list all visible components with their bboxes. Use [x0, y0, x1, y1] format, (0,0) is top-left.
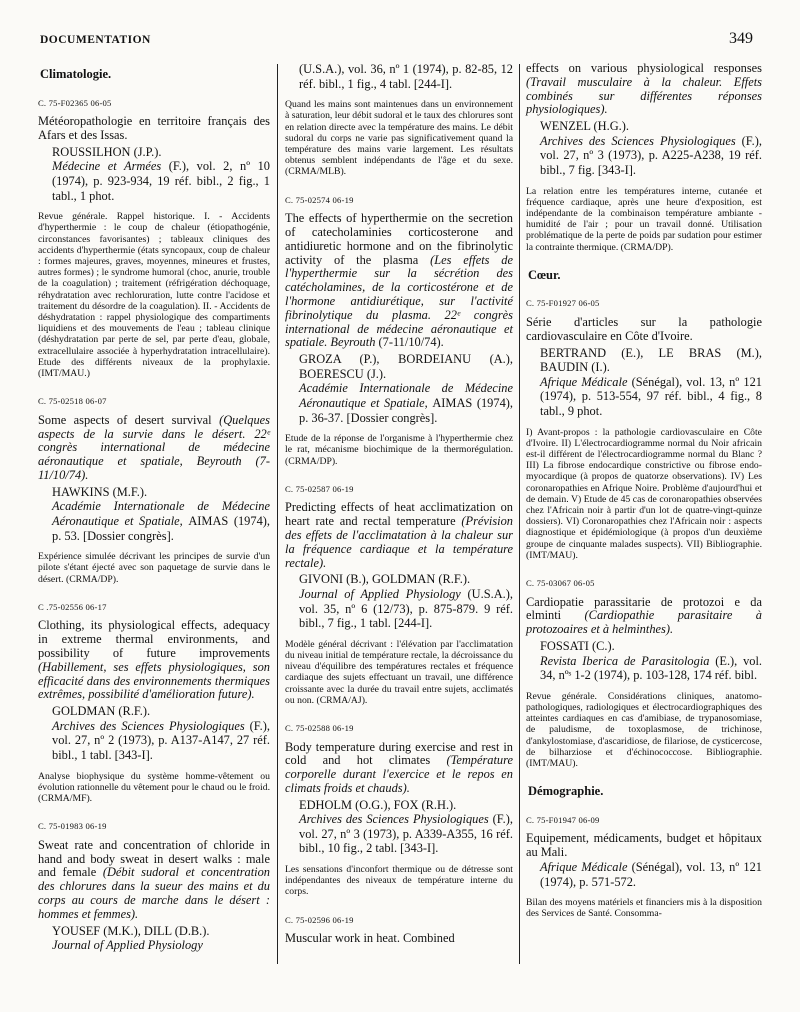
record-title-text: Cardiopatie parassitarie de protozoi e da elminti — [526, 594, 762, 623]
record-abstract: Revue générale. Considérations cliniques, anatomo-pathologiques, radiologiques et électrocardiographiques des atteintes cardiaques en cas d'amibiase, de trypanosomiase, de paludisme, de toxoplasmose, de trichinose, d'ankylostomiase, d'ascaridiose, de filariose, de cysticercose, de bilharziose et d'échinococcose. Bibliographie. (IMT/MAU). — [526, 690, 762, 769]
column-1 — [38, 64, 270, 968]
record-title-translation: (Travail musculaire à la chaleur. Effets combinés sur différentes réponses physiologiques). — [526, 74, 762, 117]
source-journal: Médecine et Armées — [52, 159, 162, 174]
record-authors: GOLDMAN (R.F.). — [52, 704, 151, 719]
record-code: C. 75-02587 06-19 — [285, 483, 354, 494]
abstract-record — [526, 62, 762, 253]
abstract-record — [38, 96, 270, 380]
record-source — [526, 860, 762, 889]
record-title-text: Some aspects of desert survival — [38, 412, 212, 427]
abstract-record — [38, 819, 270, 953]
abstract-record — [285, 62, 513, 178]
record-abstract: Expérience simulée décrivant les principes de survie d'un pilote s'étant éjecté avec son paquetage de survie dans le désert. (CRMA/DP). — [38, 551, 270, 585]
abstract-record — [526, 296, 762, 561]
record-code: C. 75-02588 06-19 — [285, 722, 354, 733]
source-journal: Revista Iberica de Parasitologia — [540, 653, 710, 668]
record-abstract: La relation entre les températures interne, cutanée et fréquence cardiaque, après une heure d'exposition, est indépendante de la combinaison température ambiante - humidité de l'air ; pour un travail donné. Utilisation problématique de la perte de poids par sudation pour estimer la contrainte thermique. (CRMA/DP). — [526, 185, 762, 253]
running-header: DOCUMENTATION — [40, 34, 151, 46]
record-title — [285, 501, 513, 570]
record-code: C. 75-01983 06-19 — [38, 821, 107, 832]
source-journal: Archives des Sciences Physiologiques — [299, 812, 489, 827]
source-journal: Afrique Médicale — [540, 374, 628, 389]
record-title — [526, 832, 762, 860]
abstract-record — [526, 813, 762, 920]
record-source — [285, 812, 513, 856]
record-title-translation: (Les effets de l'hyperthermie sur la sécrétion des catécholamines, de la corticostérone et de l'hormone antidiurétique, sur l'activité fibrinolytique du plasma. 22ᵉ congrès international de médecine aéronautique et spatiale. Beyrouth — [285, 252, 513, 350]
record-title — [38, 414, 270, 483]
record-abstract: Revue générale. Rappel historique. I. - Accidents d'hyperthermie : le coup de chaleur (étiopathogénie, circonstances favorisantes) ; tableaux cliniques des accidents d'hyperthermie (états syncopaux, coup de chaleur : formes majeures, graves, moyennes, mineures et frustes, autres formes) ; le syndrome humoral (choc, anurie, trouble de la coagulation) ; traitement (réfrigération déchoquage, réhydratation avec rechloruration, lutte contre l'acidose et traitement du désordre de la coagulation). II. - Accidents de déshydratation : rappel physiologique des compartiments liquidiens et des mouvements de l'eau ; tableau clinique (déshydratation par perte de sel, par perte d'eau, globale, extracellulaire associée à hyperhydratation intracellulaire). Etude des différents niveaux de la prophylaxie. (IMT/MAU.) — [38, 211, 270, 379]
source-journal: Journal of Applied Physiology — [52, 938, 203, 953]
record-code: C .75-02556 06-17 — [38, 601, 107, 612]
record-title — [285, 741, 513, 796]
source-journal: Journal of Applied Physiology — [299, 586, 461, 601]
record-title-text: Série d'articles sur la pathologie cardiovasculaire en Côte d'Ivoire. — [526, 314, 762, 343]
record-title-text: Sweat rate and concentration of chloride in hand and body sweat in desert walks : male and female — [38, 837, 270, 880]
record-title-text: Body temperature during exercise and rest in cold and hot climates — [285, 739, 513, 768]
record-abstract: Etude de la réponse de l'organisme à l'hyperthermie chez le rat, mécanisme biochimique de la thermorégulation. (CRMA/DP). — [285, 433, 513, 467]
source-details: (Sénégal), vol. 13, nº 121 (1974), p. 571-572. — [540, 859, 762, 889]
record-authors: EDHOLM (O.G.), FOX (R.H.). — [299, 797, 457, 812]
page-number: 349 — [729, 30, 753, 47]
record-title — [38, 619, 270, 702]
source-journal: Afrique Médicale — [540, 859, 628, 874]
record-authors: HAWKINS (M.F.). — [52, 484, 148, 499]
record-title-translation: (Débit sudoral et concentration des chlorures dans la sueur des mains et du corps au cours de marche dans le désert : hommes et femmes). — [38, 865, 270, 921]
record-authors: BERTRAND (E.), LE BRAS (M.), BAUDIN (I.). — [540, 345, 762, 375]
source-details: (F.), vol. 27, nº 2 (1973), p. A137-A147, 27 réf. bibl., 1 tabl. [343-I]. — [52, 718, 270, 762]
record-abstract: Modèle général décrivant : l'élévation par l'acclimatation du niveau initial de température rectale, la décroissance du niveau d'équilibre des températures rectales et fréquence cardiaque des sujets effectuant un travail, une différence croissante avec la durée du travail entre sujets, acclimatés ou non. (CRMA/AJ). — [285, 638, 513, 706]
source-details: (U.S.A.), vol. 35, nº 6 (12/73), p. 875-879. 9 réf. bibl., 7 fig., 1 tabl. [244-I]. — [299, 586, 513, 631]
record-title-text: The effects of hyperthermie on the secretion of catecholaminies corticosterone and antidiuretic hormone and on the fibrinolytic activity of the plasma — [285, 211, 513, 267]
record-authors: WENZEL (H.G.). — [540, 119, 629, 134]
record-source — [285, 62, 513, 91]
source-journal: Archives des Sciences Physiologiques — [540, 133, 736, 148]
record-abstract: Quand les mains sont maintenues dans un environnement à saturation, leur débit sudoral et le taux des chlorures sont en relation directe avec la température des mains. Le débit sudoral du corps ne varie pas significativement quand la température des mains varie largement. Les résultats obtenus semblent indépendants de l'âge et du sexe. (CRMA/MLB). — [285, 99, 513, 178]
record-title-translation: (Habillement, ses effets physiologiques, son efficacité dans des environnements thermiques extrêmes, possibilité d'amélioration future). — [38, 659, 270, 702]
abstract-record — [38, 600, 270, 804]
source-details: (U.S.A.), vol. 36, nº 1 (1974), p. 82-85, 12 réf. bibl., 1 fig., 4 tabl. [244-I]. — [299, 62, 513, 91]
abstract-record — [285, 482, 513, 706]
abstract-record — [38, 394, 270, 585]
source-details: AIMAS (1974), p. 53. [Dossier congrès]. — [52, 513, 270, 543]
record-title — [526, 316, 762, 344]
record-source — [38, 938, 270, 953]
source-journal: Académie Internationale de Médecine Aéronautique et Spatiale, — [52, 499, 270, 528]
record-authors: FOSSATI (C.). — [540, 638, 615, 653]
record-abstract: Bilan des moyens matériels et financiers mis à la disposition des Services de Santé. Consomma- — [526, 897, 762, 920]
record-title — [285, 932, 513, 946]
record-title — [526, 596, 762, 637]
record-title — [526, 62, 762, 117]
record-abstract: Analyse biophysique du système homme-vêtement ou évolution rationnelle du vêtement pour le chaud ou le froid. (CRMA/MF). — [38, 770, 270, 804]
record-source — [38, 499, 270, 543]
source-details: (E.), vol. 34, nºˢ 1-2 (1974), p. 103-128, 174 réf. bibl. — [540, 653, 762, 683]
source-details: (Sénégal), vol. 13, nº 121 (1974), p. 513-554, 97 réf. bibl., 4 fig., 8 tabl., 9 phot. — [540, 374, 762, 418]
record-title — [38, 115, 270, 143]
record-source — [526, 134, 762, 178]
record-source — [526, 375, 762, 419]
column-3 — [526, 62, 762, 935]
abstract-record — [526, 576, 762, 769]
source-details: AIMAS (1974), p. 36-37. [Dossier congrès]. — [299, 395, 513, 425]
source-journal: Archives des Sciences Physiologiques — [52, 718, 245, 733]
column-rule — [519, 64, 520, 964]
section-heading: Climatologie. — [40, 67, 112, 81]
source-details: (F.), vol. 27, nº 3 (1973), p. A225-A238, 19 réf. bibl., 7 fig. [343-I]. — [540, 133, 762, 177]
section-heading: Démographie. — [528, 784, 604, 799]
record-title-text: Clothing, its physiological effects, adequacy in extreme thermal environments, and possibility of future improvements — [38, 618, 270, 660]
abstract-record — [285, 913, 513, 946]
record-code: C. 75-02518 06-07 — [38, 396, 107, 407]
source-details: (F.), vol. 2, nº 10 (1974), p. 923-934, 19 réf. bibl., 2 fig., 1 tabl., 1 phot. — [52, 159, 271, 203]
record-title-text: Météoropathologie en territoire français des Afars et des Issas. — [38, 114, 270, 142]
column-rule — [277, 64, 278, 964]
record-abstract: Les sensations d'inconfort thermique ou de détresse sont indépendantes des niveaux de température interne du corps. — [285, 864, 513, 898]
source-journal: Académie Internationale de Médecine Aéronautique et Spatiale, — [299, 381, 513, 410]
record-title-text: Predicting effects of heat acclimatization on heart rate and rectal temperature — [285, 500, 513, 529]
record-code: C. 75-F01947 06-09 — [526, 814, 600, 825]
record-authors: ROUSSILHON (J.P.). — [52, 144, 162, 159]
record-title-text: Muscular work in heat. Combined — [285, 931, 455, 946]
record-code: C. 75-F02365 06-05 — [38, 97, 112, 108]
record-source — [38, 719, 270, 763]
record-source — [285, 587, 513, 631]
section-heading: Cœur. — [528, 267, 561, 282]
source-details: (F.), vol. 27, nº 3 (1973), p. A339-A355, 16 réf. bibl., 10 fig., 2 tabl. [343-I]. — [299, 812, 513, 856]
record-code: C. 75-02574 06-19 — [285, 194, 354, 205]
record-title-translation: (Température corporelle durant l'exercice et le repos en climats froids et chauds). — [285, 753, 513, 795]
record-source — [38, 159, 270, 203]
record-title-text: effects on various physiological responses — [526, 61, 762, 75]
record-authors: GIVONI (B.), GOLDMAN (R.F.). — [299, 572, 471, 587]
record-abstract: I) Avant-propos : la pathologie cardiovasculaire en Côte d'Ivoire. II) L'électrocardiogramme normal du Noir africain est-il différent de l'électrocardiogramme normal du Blanc ? III) La fibrose endocardique constrictive ou fibrose endo-myocardique (à propos de quatorze observations). IV) Les coronaropathies en Afrique Noire. Problème d'aujourd'hui et de demain. V) Etude de 45 cas de coronaropathies observées chez l'Africain noir à partir d'un lot de quatre-vingt-quinze dossiers). VI) Coronaropathies chez l'Africain noir : aspects diagnostique et épidémiologique (à propos d'un deuxième groupe de cinquante malades suspects). VII) Bibliographie. (IMT/MAU). — [526, 426, 762, 561]
record-code: C. 75-02596 06-19 — [285, 914, 354, 925]
record-title-translation: (Cardiopathie parasitaire à protozoaires et à helminthes). — [526, 608, 762, 637]
abstract-record — [285, 193, 513, 467]
record-title-text: Equipement, médicaments, budget et hôpitaux au Mali. — [526, 831, 762, 860]
column-2 — [285, 62, 513, 961]
record-source — [285, 381, 513, 425]
record-code: C. 75-F01927 06-05 — [526, 298, 600, 309]
record-authors: YOUSEF (M.K.), DILL (D.B.). — [52, 923, 210, 938]
record-title-translation: (Prévision des effets de l'acclimatation à la chaleur sur la fréquence cardiaque et la température rectale). — [285, 514, 513, 570]
abstract-record — [285, 721, 513, 898]
record-authors: GROZA (P.), BORDEIANU (A.), BOERESCU (J.). — [299, 352, 513, 381]
record-source — [526, 654, 762, 683]
record-title — [285, 212, 513, 350]
record-title — [38, 839, 270, 922]
record-title-tail: (7-11/10/74). — [378, 335, 444, 350]
record-title-translation: (Quelques aspects de la survie dans le désert. 22ᵉ congrès international de médecine aéronautique et spatiale, Beyrouth (7-11/10/74). — [38, 412, 270, 482]
record-code: C. 75-03067 06-05 — [526, 577, 595, 588]
